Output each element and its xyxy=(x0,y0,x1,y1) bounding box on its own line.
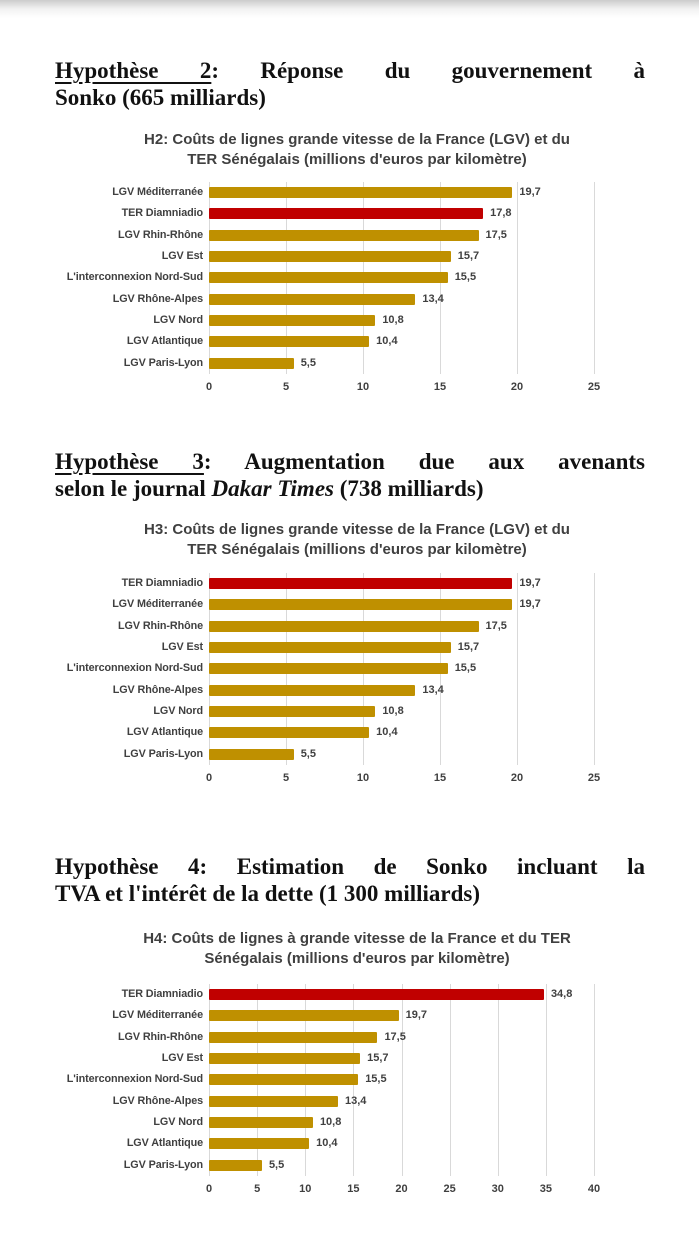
bar xyxy=(209,294,415,305)
bar-row xyxy=(209,1048,594,1069)
category-label: LGV Nord xyxy=(153,313,203,326)
bar-chart-h2 xyxy=(56,182,660,396)
bar-chart-h4 xyxy=(56,984,660,1198)
bar-row xyxy=(209,310,594,331)
bar xyxy=(209,749,294,760)
bar-row xyxy=(209,246,594,267)
bar xyxy=(209,336,369,347)
bar-row xyxy=(209,203,594,224)
hypothesis-2-heading xyxy=(55,57,645,111)
bar-row xyxy=(209,744,594,765)
bar-row xyxy=(209,984,594,1005)
bar xyxy=(209,642,451,653)
category-label: LGV Atlantique xyxy=(126,1137,203,1150)
bar-value-label: 34,8 xyxy=(550,988,573,1000)
category-label: LGV Atlantique xyxy=(126,726,203,739)
axis-tick-label: 35 xyxy=(539,1182,552,1195)
axis-tick-label: 20 xyxy=(510,771,524,784)
bar-value-label: 19,7 xyxy=(405,1009,428,1022)
bar-value-label: 19,7 xyxy=(519,577,541,589)
bar-highlighted xyxy=(209,208,483,219)
bar-value-label: 13,4 xyxy=(344,1094,367,1107)
axis-tick-label: 5 xyxy=(282,380,290,393)
chart-title-line: H4: Coûts de lignes à grande vitesse de la France et du TER xyxy=(143,930,571,947)
x-axis xyxy=(56,1180,660,1198)
gridline xyxy=(594,984,595,1176)
axis-tick-label: 10 xyxy=(299,1182,312,1195)
bar xyxy=(209,1117,313,1128)
gridline xyxy=(594,573,595,765)
category-label: LGV Méditerranée xyxy=(112,186,203,198)
bar xyxy=(209,272,448,283)
bar-rows xyxy=(209,182,594,374)
category-label: LGV Rhin-Rhône xyxy=(118,1030,203,1043)
bar-row xyxy=(209,658,594,679)
category-axis xyxy=(56,182,209,374)
bar-row xyxy=(209,573,594,594)
heading-segment: Hypothèse 4: Estimation de Sonko incluant la xyxy=(55,854,645,879)
heading-segment: TVA et l'intérêt de la dette (1 300 milliards) xyxy=(55,881,481,906)
axis-tick-label: 30 xyxy=(491,1182,504,1195)
axis-tick-label: 0 xyxy=(205,1182,213,1195)
bar-value-label: 19,7 xyxy=(519,598,541,611)
heading-segment: Sonko (665 milliards) xyxy=(55,85,266,110)
chart-title-line: TER Sénégalais (millions d'euros par kilomètre) xyxy=(187,541,527,558)
bar-row xyxy=(209,289,594,310)
bar-row xyxy=(209,353,594,374)
bar-row xyxy=(209,1155,594,1176)
x-axis xyxy=(56,378,660,396)
heading-line xyxy=(55,853,645,880)
bar-value-label: 5,5 xyxy=(300,747,316,760)
category-label: TER Diamniadio xyxy=(121,577,203,589)
bar-value-label: 17,5 xyxy=(384,1030,406,1043)
axis-tick-label: 15 xyxy=(433,771,447,784)
bar-value-label: 10,4 xyxy=(316,1137,338,1150)
bar-value-label: 15,7 xyxy=(457,640,480,653)
bar-row xyxy=(209,722,594,743)
bar xyxy=(209,1053,360,1064)
bar-value-label: 10,8 xyxy=(319,1115,342,1128)
bar xyxy=(209,621,479,632)
bar-row xyxy=(209,1005,594,1026)
category-label: LGV Est xyxy=(161,640,203,653)
bar xyxy=(209,1096,338,1107)
category-label: LGV Rhône-Alpes xyxy=(112,292,203,305)
heading-line xyxy=(55,880,645,907)
bar-row xyxy=(209,1133,594,1154)
bar-value-label: 15,5 xyxy=(454,662,477,675)
bar xyxy=(209,1160,262,1171)
bar-row xyxy=(209,637,594,658)
bar-row xyxy=(209,616,594,637)
category-label: LGV Rhin-Rhône xyxy=(118,228,203,241)
axis-tick-label: 0 xyxy=(205,771,213,784)
bar-value-label: 5,5 xyxy=(300,356,316,369)
category-label: LGV Nord xyxy=(153,1115,203,1128)
bar xyxy=(209,187,512,198)
axis-tick-label: 40 xyxy=(587,1182,601,1195)
bar-row xyxy=(209,594,594,615)
plot-area xyxy=(209,573,594,765)
category-label: L'interconnexion Nord-Sud xyxy=(66,1073,203,1086)
bar-rows xyxy=(209,573,594,765)
bar-row xyxy=(209,1027,594,1048)
category-label: LGV Est xyxy=(161,1051,203,1064)
axis-tick-label: 10 xyxy=(356,380,370,393)
category-label: LGV Rhin-Rhône xyxy=(118,619,203,632)
x-axis xyxy=(56,769,660,787)
axis-tick-label: 25 xyxy=(587,380,601,393)
chart-title-line: H2: Coûts de lignes grande vitesse de la France (LGV) et du xyxy=(144,131,570,148)
bar-row xyxy=(209,1112,594,1133)
category-label: L'interconnexion Nord-Sud xyxy=(66,271,203,284)
category-axis xyxy=(56,573,209,765)
heading-segment: : Augmentation due aux avenants xyxy=(203,449,646,474)
category-label: LGV Méditerranée xyxy=(112,598,203,611)
axis-tick-label: 0 xyxy=(205,380,213,393)
bar xyxy=(209,251,451,262)
bar-row xyxy=(209,182,594,203)
plot-area xyxy=(209,182,594,374)
axis-tick-label: 5 xyxy=(282,771,290,784)
bar-highlighted xyxy=(209,989,544,1000)
heading-segment: Dakar Times xyxy=(211,476,334,501)
axis-tick-label: 5 xyxy=(254,1182,261,1195)
category-label: LGV Est xyxy=(161,249,203,262)
heading-segment: Hypothèse 2 xyxy=(55,58,212,83)
chart-title-line: H3: Coûts de lignes grande vitesse de la France (LGV) et du xyxy=(144,521,570,538)
chart-title-line: TER Sénégalais (millions d'euros par kilomètre) xyxy=(187,151,527,168)
bar-value-label: 10,8 xyxy=(382,313,404,326)
heading-line xyxy=(55,57,645,84)
bar-row xyxy=(209,680,594,701)
bar-row xyxy=(209,1091,594,1112)
category-label: LGV Rhône-Alpes xyxy=(112,1094,203,1107)
bar-row xyxy=(209,331,594,352)
bar xyxy=(209,663,448,674)
bar-value-label: 13,4 xyxy=(422,292,444,305)
axis-tick-label: 10 xyxy=(356,771,370,784)
category-label: LGV Méditerranée xyxy=(112,1009,203,1022)
hypothesis-4-section xyxy=(55,853,661,1198)
bar xyxy=(209,1010,399,1021)
chart-h2-title xyxy=(55,130,659,170)
bar-value-label: 13,4 xyxy=(422,683,444,696)
bar-value-label: 5,5 xyxy=(268,1158,285,1171)
bar xyxy=(209,706,375,717)
bar-value-label: 15,5 xyxy=(365,1073,387,1086)
bar-value-label: 15,7 xyxy=(457,249,480,262)
bar xyxy=(209,315,375,326)
hypothesis-3-section xyxy=(55,448,661,793)
axis-tick-label: 15 xyxy=(433,380,447,393)
category-label: LGV Rhône-Alpes xyxy=(112,683,203,696)
bar-row xyxy=(209,267,594,288)
bar xyxy=(209,1032,377,1043)
heading-segment: (738 milliards) xyxy=(333,476,484,501)
bar xyxy=(209,230,479,241)
chart-h4-title xyxy=(55,929,659,969)
bar-value-label: 17,8 xyxy=(490,207,512,220)
bar-row xyxy=(209,225,594,246)
axis-tick-label: 20 xyxy=(510,380,524,393)
chart-body xyxy=(56,573,660,765)
bar-chart-h3 xyxy=(56,573,660,787)
chart-body xyxy=(56,182,660,374)
category-label: LGV Paris-Lyon xyxy=(123,356,203,369)
category-label: LGV Paris-Lyon xyxy=(123,1158,203,1171)
axis-tick-label: 15 xyxy=(347,1182,360,1195)
bar-value-label: 10,4 xyxy=(376,726,398,739)
category-label: L'interconnexion Nord-Sud xyxy=(66,662,203,675)
hypothesis-4-heading xyxy=(55,853,645,907)
heading-line xyxy=(55,475,645,502)
bar-row xyxy=(209,701,594,722)
heading-segment: Hypothèse 3 xyxy=(55,449,204,474)
bar-rows xyxy=(209,984,594,1176)
bar xyxy=(209,685,415,696)
chart-body xyxy=(56,984,660,1176)
hypothesis-2-section xyxy=(55,57,661,402)
bar-value-label: 10,4 xyxy=(376,335,398,348)
bar-value-label: 17,5 xyxy=(485,619,507,632)
bar-value-label: 10,8 xyxy=(382,704,404,717)
bar-value-label: 15,7 xyxy=(367,1051,389,1064)
chart-h3-title xyxy=(55,520,659,560)
category-label: LGV Paris-Lyon xyxy=(123,747,203,760)
plot-area xyxy=(209,984,594,1176)
bar-row xyxy=(209,1069,594,1090)
category-label: LGV Atlantique xyxy=(126,335,203,348)
hypothesis-3-heading xyxy=(55,448,645,502)
chart-title-line: Sénégalais (millions d'euros par kilomètre) xyxy=(204,950,510,967)
category-label: TER Diamniadio xyxy=(121,207,203,220)
axis-tick-label: 20 xyxy=(395,1182,408,1195)
gridline xyxy=(594,182,595,374)
bar xyxy=(209,1138,309,1149)
bar-value-label: 15,5 xyxy=(454,271,477,284)
bar-value-label: 19,7 xyxy=(519,186,541,198)
category-axis xyxy=(56,984,209,1176)
bar-value-label: 17,5 xyxy=(485,228,507,241)
axis-tick-label: 25 xyxy=(443,1182,456,1195)
category-label: LGV Nord xyxy=(153,704,203,717)
axis-tick-label: 25 xyxy=(587,771,601,784)
bar xyxy=(209,358,294,369)
heading-line xyxy=(55,84,645,111)
category-label: TER Diamniadio xyxy=(121,988,203,1000)
bar-highlighted xyxy=(209,578,512,589)
heading-line xyxy=(55,448,645,475)
bar xyxy=(209,727,369,738)
bar xyxy=(209,1074,358,1085)
heading-segment: : Réponse du gouvernement à xyxy=(211,58,645,83)
bar xyxy=(209,599,512,610)
heading-segment: selon le journal xyxy=(55,476,212,501)
